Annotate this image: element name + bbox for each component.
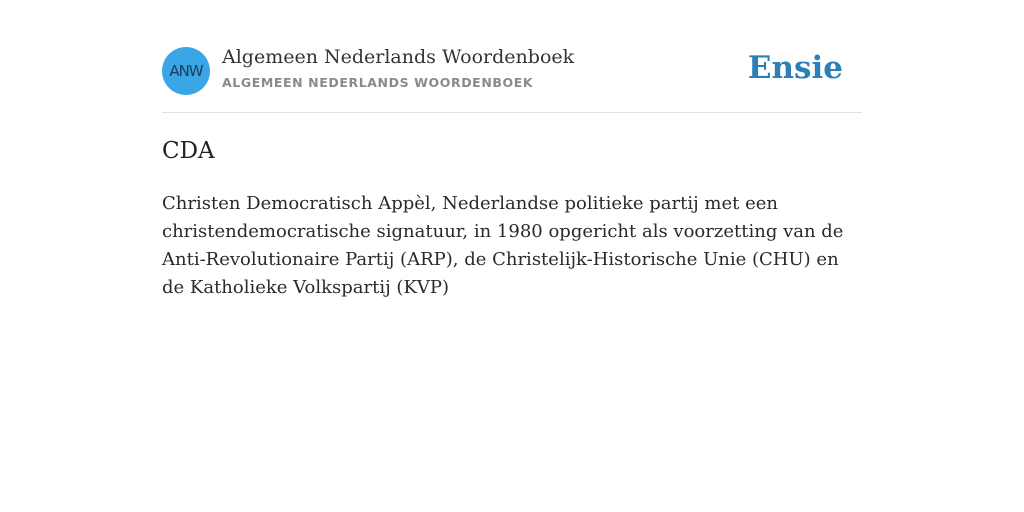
source-subtitle: ALGEMEEN NEDERLANDS WOORDENBOEK (222, 75, 534, 90)
card-header (162, 0, 862, 113)
entry-definition: Christen Democratisch Appèl, Nederlandse politieke partij met een christendemocratische signatuur, in 1980 opgericht als voorzetting van de Anti-Revolutionaire Partij (ARP), de Christelijk-Historische Unie (CHU) en de Katholieke Volkspartij (KVP) (162, 193, 844, 298)
entry-term: CDA (162, 138, 215, 164)
anw-logo[interactable] (162, 47, 210, 95)
entry-card (162, 0, 862, 298)
ensie-logo[interactable]: Ensie (747, 50, 843, 86)
source-name[interactable]: Algemeen Nederlands Woordenboek (222, 46, 575, 68)
anw-logo-text: ANW (169, 62, 203, 80)
